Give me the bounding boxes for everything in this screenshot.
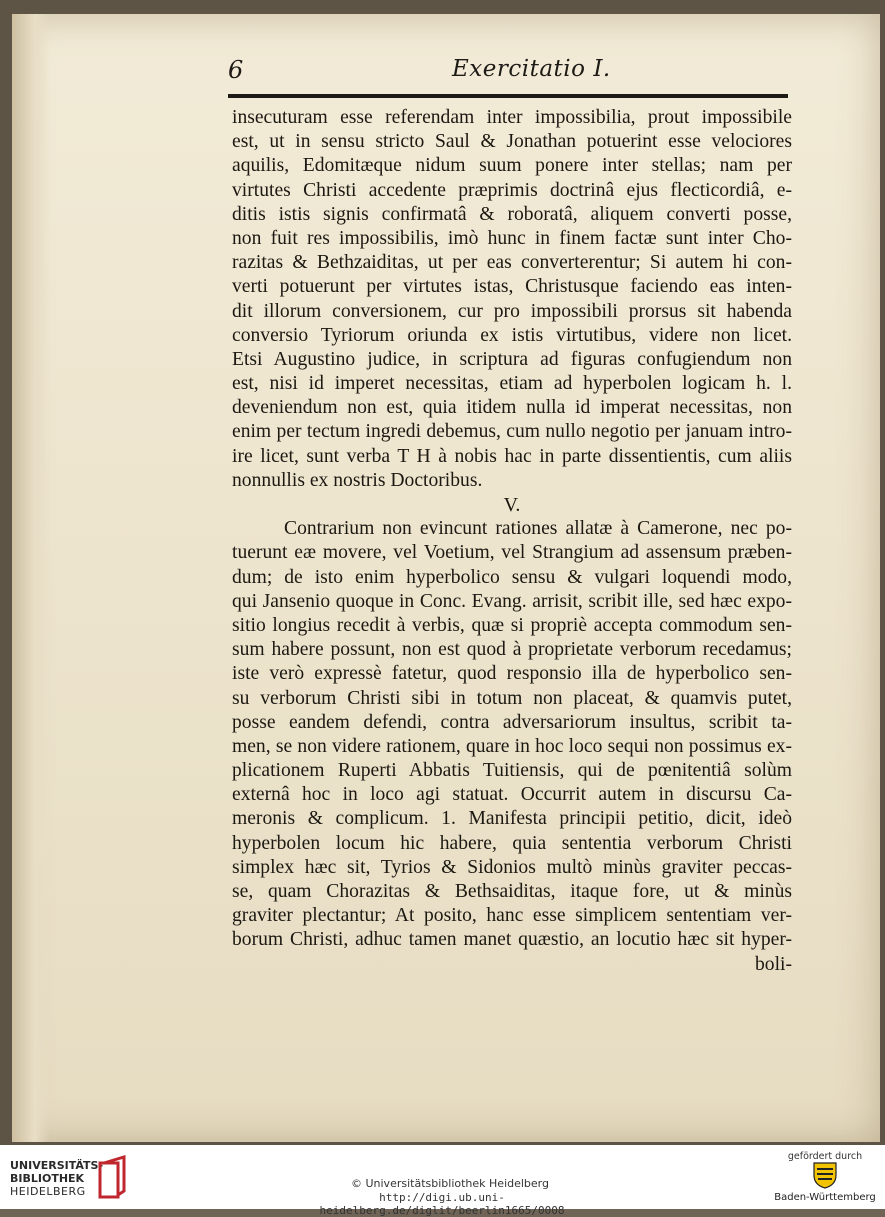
text-line: non fuit res impossibilis, imò hunc in finem factæ sunt inter Cho- <box>232 227 792 249</box>
catchword: boli- <box>754 953 792 975</box>
copyright-notice: © Universitätsbibliothek Heidelberg <box>350 1177 549 1190</box>
text-line: posse eandem defendi, contra adversariorum insultus, scribit ta- <box>232 711 792 733</box>
library-name-line: BIBLIOTHEK <box>10 1172 85 1185</box>
text-line: nonnullis ex nostris Doctoribus. <box>232 469 483 491</box>
text-line: meronis & complicum. 1. Manifesta principii petitio, dicit, ideò <box>232 808 792 830</box>
text-line: insecuturam esse referendam inter impossibilia, prout impossibile <box>232 107 792 128</box>
text-line: plicationem Ruperti Abbatis Tuitiensis, qui de pœnitentiâ solùm <box>232 760 792 782</box>
page-gutter-shadow <box>12 14 50 1142</box>
text-line: enim per tectum ingredi debemus, cum nullo negotio per januam intro- <box>232 421 792 443</box>
text-line: deveniendum non est, quia itidem nulla id imperat necessitas, non <box>232 397 792 419</box>
text-line: ire licet, sunt verba T H à nobis hac in parte dissentientis, cum aliis <box>232 445 792 467</box>
text-line: aquilis, Edomitæque nidum suum ponere inter stellas; nam per <box>232 155 792 177</box>
text-line: qui Jansenio quoque in Conc. Evang. arrisit, scribit ille, sed hæc expo- <box>232 590 792 612</box>
library-logo[interactable] <box>10 1153 130 1201</box>
text-line: su verborum Christi sibi in totum non placeat, & quamvis putet, <box>232 687 792 709</box>
library-logo-icon <box>98 1155 128 1199</box>
text-line: sitio longius recedit à verbis, quæ si propriè accepta commodum sen- <box>232 614 792 636</box>
text-line: Etsi Augustino judice, in scriptura ad figuras confugiendum non <box>232 348 792 370</box>
text-line: dit illorum conversionem, cur pro impossibili prorsus sit habenda <box>232 300 792 322</box>
text-line: graviter plectantur; At posito, hanc esse simplicem sententiam ver- <box>232 905 792 927</box>
text-line: est, ut in sensu stricto Saul & Jonathan potuerint esse velociores <box>232 131 792 153</box>
text-line: razitas & Bethzaiditas, ut per eas converterentur; Si autem hi con- <box>232 252 792 274</box>
text-line: dum; de isto enim hyperbolico sensu & vulgari loquendi modo, <box>232 566 792 588</box>
text-line: tuerunt eæ movere, vel Voetium, vel Strangium ad assensum præben- <box>232 542 792 564</box>
sponsor-label: gefördert durch <box>787 1151 863 1162</box>
permalink-url[interactable]: http://digi.ub.uni-heidelberg.de/diglit/beerlin1665/0008 <box>319 1191 565 1217</box>
text-line: virtutes Christi accedente præprimis doctrinâ ejus flecticordiâ, e- <box>232 179 792 201</box>
page-number: 6 <box>228 56 244 84</box>
text-line: iste verò expressè fatetur, quod responsio illa de hyperbolico sen- <box>232 663 792 685</box>
section-numeral: V. <box>503 494 521 516</box>
text-line: Contrarium non evincunt rationes allatæ à Camerone, nec po- <box>284 518 792 540</box>
running-head: Exercitatio I. <box>452 56 611 82</box>
viewer-footer <box>0 1145 885 1217</box>
text-line: hyperbolen locum hic habere, quia sententia verborum Christi <box>232 832 792 854</box>
text-line: men, se non videre rationem, quare in hoc loco sequi non possimus ex- <box>232 735 792 757</box>
text-line: verti potuerunt per virtutes istas, Christusque faciendo eas inten- <box>232 276 792 298</box>
text-line: ditis istis signis confirmatâ & roboratâ, aliquem converti posse, <box>232 203 792 225</box>
page-body <box>232 106 792 977</box>
text-line: se, quam Chorazitas & Bethsaiditas, itaque fore, ut & minùs <box>232 881 792 902</box>
text-line: est, nisi id imperet necessitas, etiam ad hyperbolen logicam h. l. <box>232 373 792 395</box>
text-line: externâ hoc in loco agi statuat. Occurrit autem in discursu Ca- <box>232 784 792 806</box>
header-rule <box>228 94 788 98</box>
text-line: simplex hæc sit, Tyrios & Sidonios multò minùs graviter peccas- <box>232 856 792 878</box>
library-name-line: UNIVERSITÄTS- <box>10 1159 104 1172</box>
library-name <box>10 1159 103 1198</box>
sponsor-name: Baden-Württemberg <box>774 1192 876 1203</box>
library-name-line: HEIDELBERG <box>10 1185 86 1198</box>
coat-of-arms-icon <box>810 1159 840 1189</box>
text-line: sum habere possunt, non est quod à proprietate verborum recedamus; <box>232 639 792 661</box>
text-line: conversio Tyriorum oriunda ex istis virtutibus, videre non licet. <box>232 324 792 346</box>
text-line: borum Christi, adhuc tamen manet quæstio, an locutio hæc sit hyper- <box>232 929 792 951</box>
